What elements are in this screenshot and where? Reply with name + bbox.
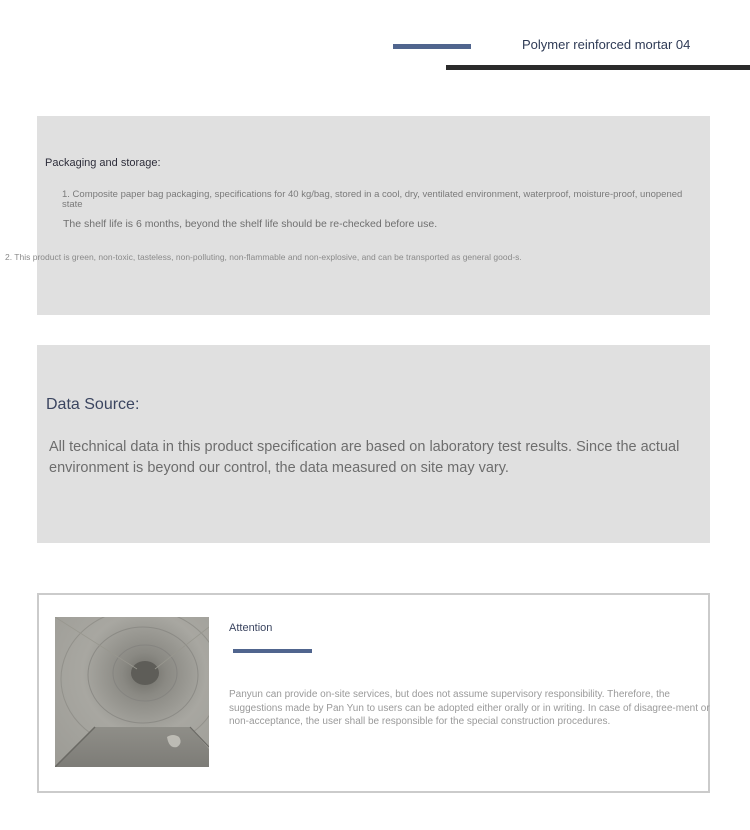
packaging-panel [37,116,710,315]
tunnel-photo [55,617,209,767]
packaging-title: Packaging and storage: [45,157,161,169]
attention-body: Panyun can provide on-site services, but does not assume supervisory responsibility. Therefore, the suggestions made by Pan Yun to users can be adopted either orally or in writing. In case of disagree-ment or non-acceptance, the user shall be responsible for the special construction procedures. [229,689,710,727]
attention-accent-bar [233,649,312,653]
header-rule [446,65,750,70]
page-title: Polymer reinforced mortar 04 [522,37,691,52]
data-source-body: All technical data in this product specification are based on laboratory test results. Since the actual environment is beyond our control, the data measured on site may vary. [49,439,680,476]
shelf-life-text: The shelf life is 6 months, beyond the shelf life should be re-checked before use. [63,218,438,230]
tunnel-photo-graphic [55,617,209,767]
packaging-item-2: 2. This product is green, non-toxic, tasteless, non-polluting, non-flammable and non-explosive, and can be transported as general good-s. [5,252,522,262]
attention-title: Attention [229,622,273,634]
packaging-item-1: 1. Composite paper bag packaging, specifications for 40 kg/bag, stored in a cool, dry, ventilated environment, waterproof, moisture-proof, unopened state [62,189,683,210]
header-accent-bar [393,44,471,49]
data-source-title: Data Source: [46,396,140,413]
